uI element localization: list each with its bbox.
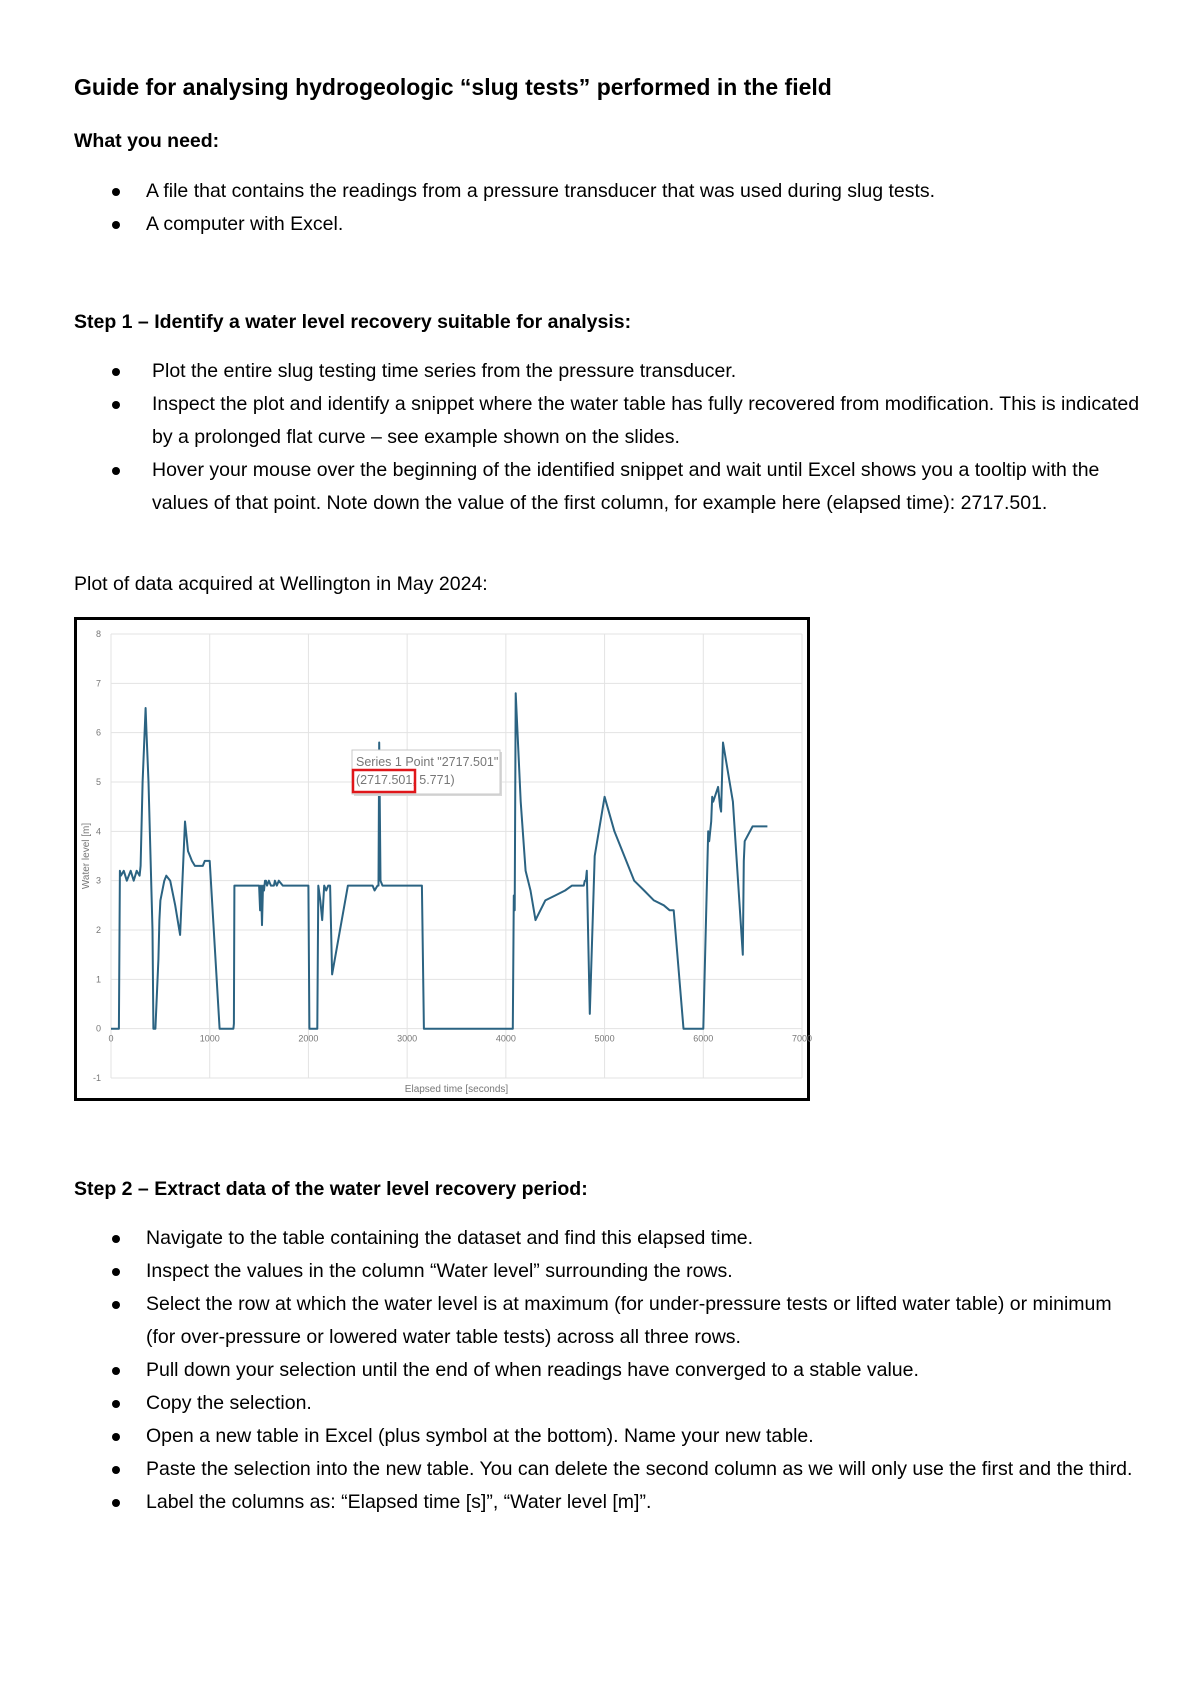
x-tick-label: 6000: [693, 1033, 714, 1044]
list-item: Plot the entire slug testing time series from the pressure transducer.: [74, 355, 1154, 388]
list-item: Paste the selection into the new table. You can delete the second column as we will only use the first and the third.: [74, 1453, 1134, 1486]
y-axis-label: Water level [m]: [81, 822, 92, 890]
list-item: Inspect the values in the column “Water level” surrounding the rows.: [74, 1255, 1134, 1288]
x-tick-label: 7000: [791, 1033, 813, 1044]
x-tick-label: 1000: [199, 1033, 220, 1044]
y-tick-label: 3: [95, 875, 101, 886]
y-tick-label: 2: [95, 925, 101, 935]
x-axis-label: Elapsed time [seconds]: [404, 1084, 509, 1095]
list-item: Pull down your selection until the end of when readings have converged to a stable value.: [74, 1354, 1134, 1387]
step2-heading: Step 2 – Extract data of the water level recovery period:: [74, 1178, 588, 1200]
chart-svg: [77, 620, 813, 1098]
list-item: A computer with Excel.: [74, 208, 1134, 241]
document-title: Guide for analysing hydrogeologic “slug tests” performed in the field: [74, 74, 832, 100]
x-tick-label: 0: [108, 1033, 114, 1044]
what-you-need-heading: What you need:: [74, 130, 220, 152]
list-item: Label the columns as: “Elapsed time [s]”, “Water level [m]”.: [74, 1486, 1134, 1519]
list-item: Select the row at which the water level is at maximum (for under-pressure tests or lifted water table) or minimum (for over-pressure or lowered water table tests) across all three rows.: [74, 1288, 1134, 1354]
water-level-chart: [74, 617, 813, 1101]
y-tick-label: 6: [95, 727, 101, 738]
list-item: Inspect the plot and identify a snippet where the water table has fully recovered from modification. This is indicated by a prolonged flat curve – see example shown on the slides.: [74, 388, 1154, 454]
x-tick-label: 3000: [397, 1033, 418, 1044]
y-tick-label: 8: [95, 629, 101, 639]
x-tick-label: 2000: [298, 1033, 319, 1044]
list-item: Navigate to the table containing the dataset and find this elapsed time.: [74, 1222, 1134, 1255]
list-item: Open a new table in Excel (plus symbol at the bottom). Name your new table.: [74, 1420, 1134, 1453]
list-item: A file that contains the readings from a pressure transducer that was used during slug tests.: [74, 175, 1134, 208]
x-tick-label: 4000: [495, 1033, 516, 1044]
y-tick-label: -1: [92, 1073, 101, 1083]
y-tick-label: 0: [95, 1023, 101, 1034]
figure-caption: Plot of data acquired at Wellington in May 2024:: [74, 573, 488, 595]
what-you-need-list: [74, 175, 1134, 241]
y-tick-label: 5: [95, 777, 101, 787]
y-tick-label: 4: [95, 826, 101, 837]
list-item: Hover your mouse over the beginning of the identified snippet and wait until Excel shows you a tooltip with the values of that point. Note down the value of the first column, for example here (elapsed time): 2717.501.: [74, 454, 1154, 520]
step2-list: [74, 1222, 1134, 1519]
tooltip-title: Series 1 Point "2717.501": [356, 755, 499, 769]
x-tick-label: 5000: [594, 1033, 615, 1044]
y-tick-label: 7: [95, 678, 101, 689]
list-item: Copy the selection.: [74, 1387, 1134, 1420]
step1-list: [74, 355, 1154, 520]
step1-heading: Step 1 – Identify a water level recovery suitable for analysis:: [74, 311, 632, 333]
y-tick-label: 1: [95, 974, 101, 985]
tooltip-value: (2717.501, 5.771): [356, 773, 455, 787]
